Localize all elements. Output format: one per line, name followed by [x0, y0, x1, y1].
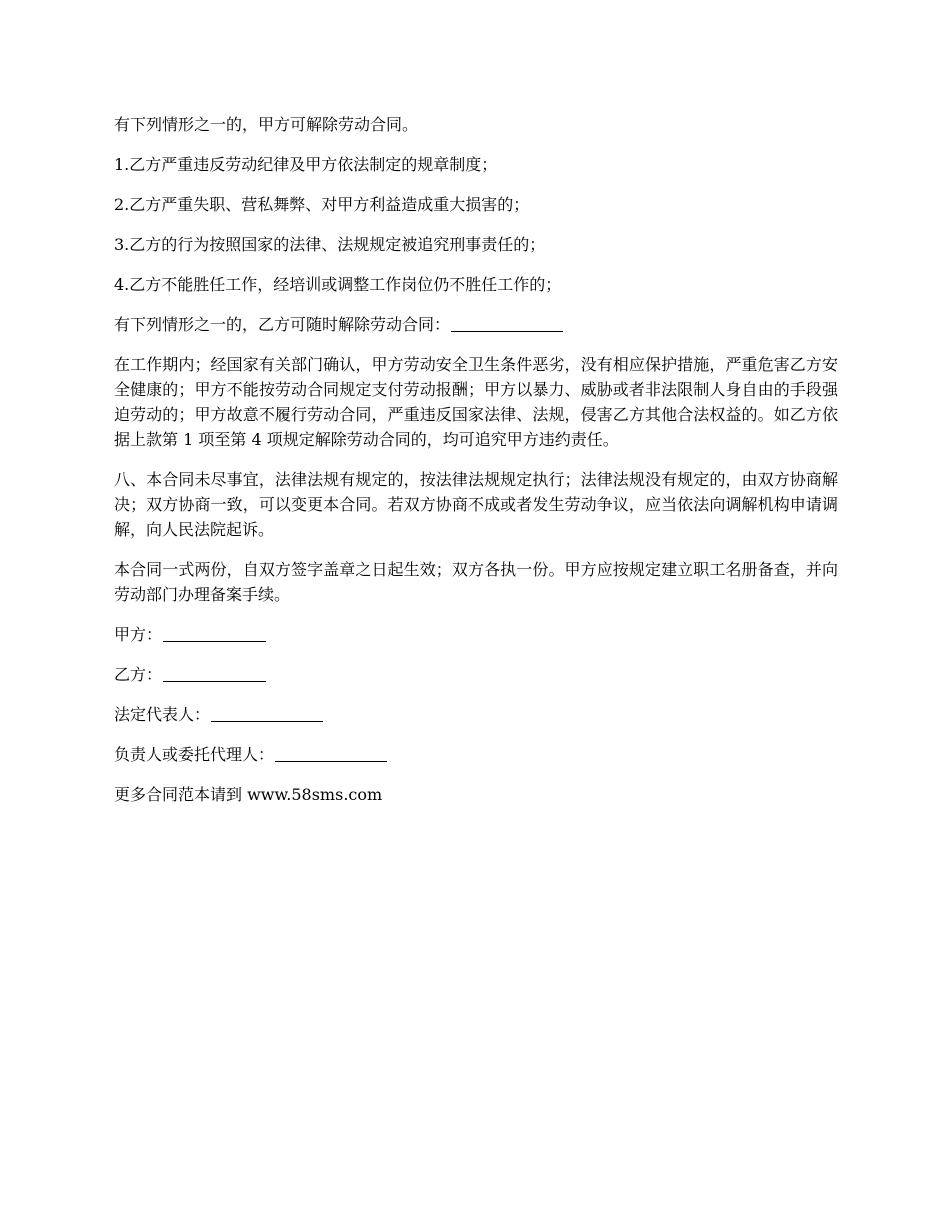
employee-terminate-clause	[114, 312, 838, 337]
clause-intro: 有下列情形之一的，甲方可解除劳动合同。	[114, 115, 419, 134]
legal-rep-signature	[114, 702, 838, 727]
section-eight-paragraph: 八、本合同未尽事宜，法律法规有规定的，按法律法规规定执行；法律法规没有规定的，由双方协商解决；双方协商一致，可以变更本合同。若双方协商不成或者发生劳动争议，应当依法向调解机构申请调解，向人民法院起诉。	[114, 470, 838, 539]
employee-terminate-blank	[451, 315, 563, 332]
party-a-blank	[163, 625, 266, 642]
clause-item-1: 1.乙方严重违反劳动纪律及甲方依法制定的规章制度；	[114, 155, 498, 174]
agent-signature	[114, 742, 838, 767]
party-a-label: 甲方：	[114, 625, 163, 644]
party-b-signature	[114, 662, 838, 687]
footer-note: 更多合同范本请到 www.58sms.com	[114, 785, 383, 804]
agent-label: 负责人或委托代理人：	[114, 745, 275, 764]
clause-item-3: 3.乙方的行为按照国家的法律、法规规定被追究刑事责任的；	[114, 235, 546, 254]
party-b-blank	[163, 665, 266, 682]
employer-breach-paragraph: 在工作期内；经国家有关部门确认，甲方劳动安全卫生条件恶劣，没有相应保护措施，严重危害乙方安全健康的；甲方不能按劳动合同规定支付劳动报酬；甲方以暴力、威胁或者非法限制人身自由的手段强迫劳动的；甲方故意不履行劳动合同，严重违反国家法律、法规，侵害乙方其他合法权益的。如乙方依据上款第 1 项至第 4 项规定解除劳动合同的，均可追究甲方违约责任。	[114, 355, 838, 449]
clause-item-2: 2.乙方严重失职、营私舞弊、对甲方利益造成重大损害的；	[114, 195, 530, 214]
employee-terminate-label: 有下列情形之一的，乙方可随时解除劳动合同：	[114, 315, 451, 334]
copies-paragraph: 本合同一式两份，自双方签字盖章之日起生效；双方各执一份。甲方应按规定建立职工名册备查，并向劳动部门办理备案手续。	[114, 560, 838, 604]
clause-item-4: 4.乙方不能胜任工作，经培训或调整工作岗位仍不胜任工作的；	[114, 275, 562, 294]
legal-rep-label: 法定代表人：	[114, 705, 211, 724]
legal-rep-blank	[211, 705, 323, 722]
agent-blank	[275, 745, 387, 762]
party-a-signature	[114, 622, 838, 647]
party-b-label: 乙方：	[114, 665, 163, 684]
document-page	[114, 112, 838, 822]
